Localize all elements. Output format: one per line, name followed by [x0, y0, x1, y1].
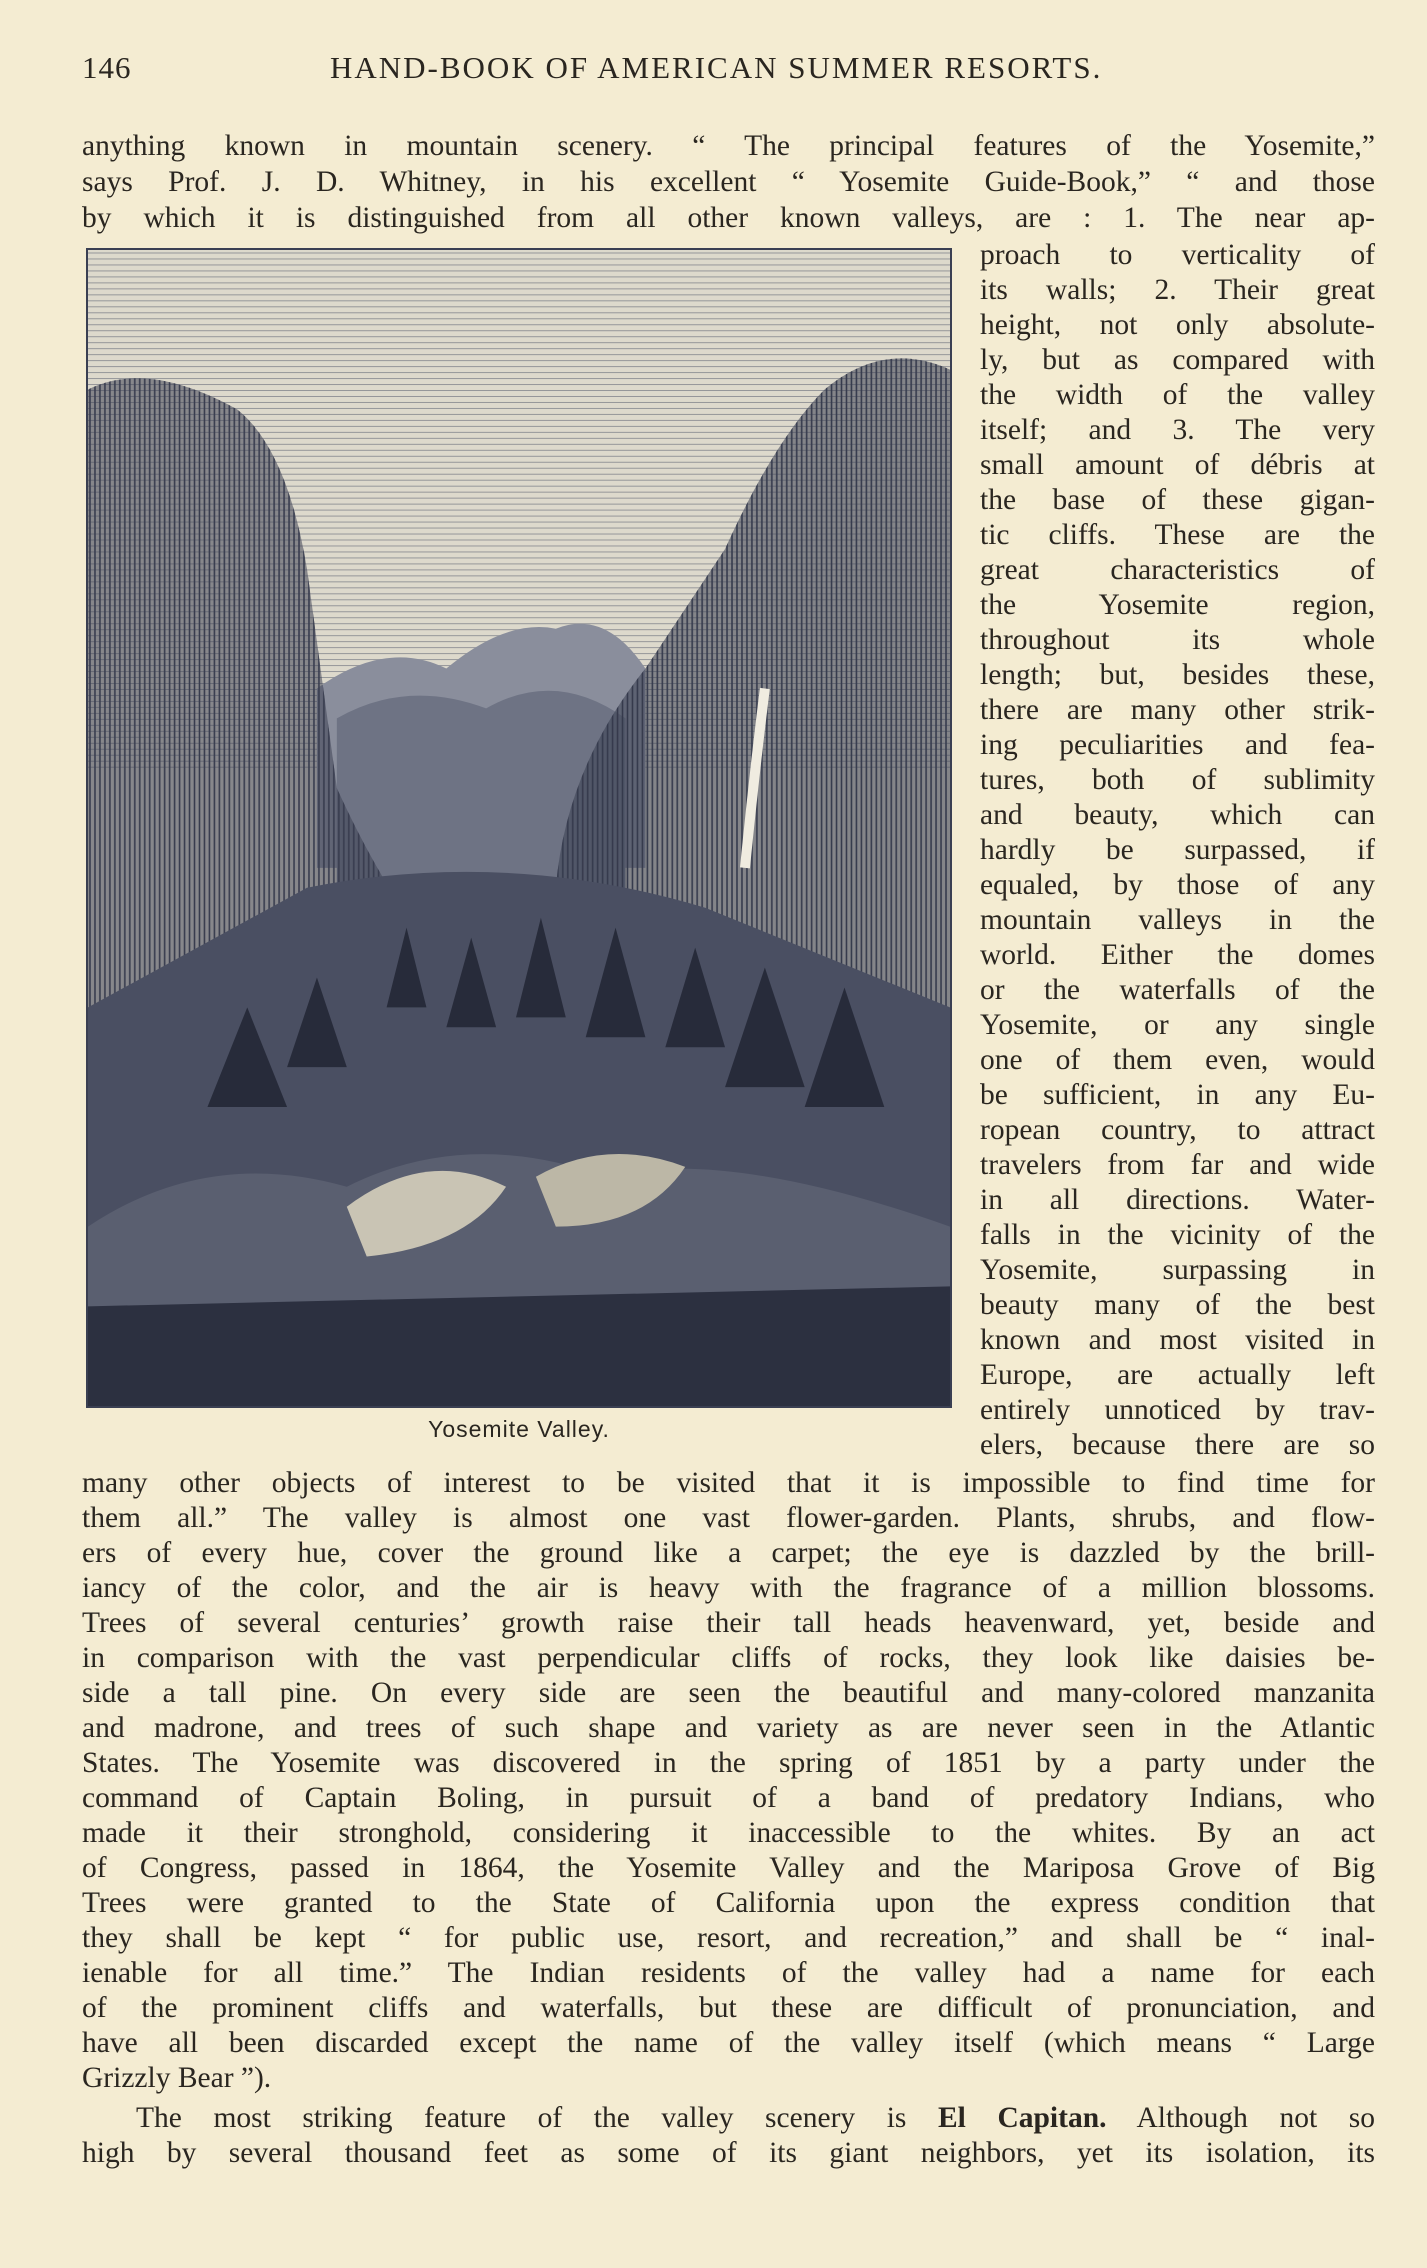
- text-line: by which it is distinguished from all other known valleys, are : 1. The near ap-: [82, 202, 1375, 234]
- text-line: command of Captain Boling, in pursuit of a band of predatory Indians, who: [82, 1782, 1375, 1814]
- text-run: Although not so: [1106, 2102, 1375, 2134]
- text-line: ing peculiarities and fea-: [980, 729, 1375, 761]
- text-line: of Congress, passed in 1864, the Yosemite Valley and the Mariposa Grove of Big: [82, 1852, 1375, 1884]
- figure-caption: Yosemite Valley.: [428, 1416, 610, 1442]
- text-line: many other objects of interest to be visited that it is impossible to find time for: [82, 1467, 1375, 1499]
- text-line: great characteristics of: [980, 554, 1375, 586]
- text-line: ienable for all time.” The Indian residents of the valley had a name for each: [82, 1957, 1375, 1989]
- text-line: says Prof. J. D. Whitney, in his excellent “ Yosemite Guide-Book,” “ and those: [82, 166, 1375, 198]
- text-line: falls in the vicinity of the: [980, 1219, 1375, 1251]
- text-line: and madrone, and trees of such shape and variety as are never seen in the Atlantic: [82, 1712, 1375, 1744]
- text-line: Yosemite, or any single: [980, 1009, 1375, 1041]
- text-line: made it their stronghold, considering it inaccessible to the whites. By an act: [82, 1817, 1375, 1849]
- text-line: Yosemite, surpassing in: [980, 1254, 1375, 1286]
- text-line: they shall be kept “ for public use, resort, and recreation,” and shall be “ inal-: [82, 1922, 1375, 1954]
- text-line: one of them even, would: [980, 1044, 1375, 1076]
- text-line: itself; and 3. The very: [980, 414, 1375, 446]
- text-line: or the waterfalls of the: [980, 974, 1375, 1006]
- text-line: ers of every hue, cover the ground like a carpet; the eye is dazzled by the brill-: [82, 1537, 1375, 1569]
- text-line: small amount of débris at: [980, 449, 1375, 481]
- text-line: side a tall pine. On every side are seen the beautiful and many-colored manzanita: [82, 1677, 1375, 1709]
- text-line: ly, but as compared with: [980, 344, 1375, 376]
- text-line: its walls; 2. Their great: [980, 274, 1375, 306]
- text-line: and beauty, which can: [980, 799, 1375, 831]
- text-line: tic cliffs. These are the: [980, 519, 1375, 551]
- text-line: ropean country, to attract: [980, 1114, 1375, 1146]
- text-line: equaled, by those of any: [980, 869, 1375, 901]
- text-line: tures, both of sublimity: [980, 764, 1375, 796]
- text-line: them all.” The valley is almost one vast flower-garden. Plants, shrubs, and flow-: [82, 1502, 1375, 1534]
- text-line: height, not only absolute-: [980, 309, 1375, 341]
- text-line: in all directions. Water-: [980, 1184, 1375, 1216]
- text-line: have all been discarded except the name of the valley itself (which means “ Large: [82, 2027, 1375, 2059]
- text-line: there are many other strik-: [980, 694, 1375, 726]
- text-line: in comparison with the vast perpendicular cliffs of rocks, they look like daisies be-: [82, 1642, 1375, 1674]
- page-header: [82, 50, 1375, 100]
- text-line: proach to verticality of: [980, 239, 1375, 271]
- text-line: the width of the valley: [980, 379, 1375, 411]
- text-line: known and most visited in: [980, 1324, 1375, 1356]
- text-line: States. The Yosemite was discovered in the spring of 1851 by a party under the: [82, 1747, 1375, 1779]
- text-line: hardly be surpassed, if: [980, 834, 1375, 866]
- text-line: length; but, besides these,: [980, 659, 1375, 691]
- paragraph-start-line: [82, 2100, 1375, 2136]
- text-line: mountain valleys in the: [980, 904, 1375, 936]
- text-line: anything known in mountain scenery. “ The principal features of the Yosemite,”: [82, 130, 1375, 162]
- text-line: the base of these gigan-: [980, 484, 1375, 516]
- engraving-image: [88, 250, 950, 1406]
- text-line: of the prominent cliffs and waterfalls, but these are difficult of pronunciation, and: [82, 1992, 1375, 2024]
- text-line: Trees of several centuries’ growth raise their tall heads heavenward, yet, beside and: [82, 1607, 1375, 1639]
- el-capitan-term: El Capitan.: [938, 2102, 1107, 2134]
- text-line: iancy of the color, and the air is heavy with the fragrance of a million blossoms.: [82, 1572, 1375, 1604]
- text-line: elers, because there are so: [980, 1429, 1375, 1461]
- text-line: travelers from far and wide: [980, 1149, 1375, 1181]
- text-line: beauty many of the best: [980, 1289, 1375, 1321]
- text-line: high by several thousand feet as some of its giant neighbors, yet its isolation, its: [82, 2137, 1375, 2169]
- text-line: the Yosemite region,: [980, 589, 1375, 621]
- text-line: Trees were granted to the State of California upon the express condition that: [82, 1887, 1375, 1919]
- yosemite-valley-engraving: [86, 248, 952, 1408]
- page-number: 146: [82, 50, 132, 85]
- running-head: HAND-BOOK OF AMERICAN SUMMER RESORTS.: [330, 50, 1103, 85]
- text-run: The most striking feature of the valley scenery is: [136, 2102, 938, 2134]
- text-line: be sufficient, in any Eu-: [980, 1079, 1375, 1111]
- text-line: Grizzly Bear ”).: [82, 2062, 272, 2094]
- text-line: entirely unnoticed by trav-: [980, 1394, 1375, 1426]
- text-line: throughout its whole: [980, 624, 1375, 656]
- text-line: Europe, are actually left: [980, 1359, 1375, 1391]
- text-line: world. Either the domes: [980, 939, 1375, 971]
